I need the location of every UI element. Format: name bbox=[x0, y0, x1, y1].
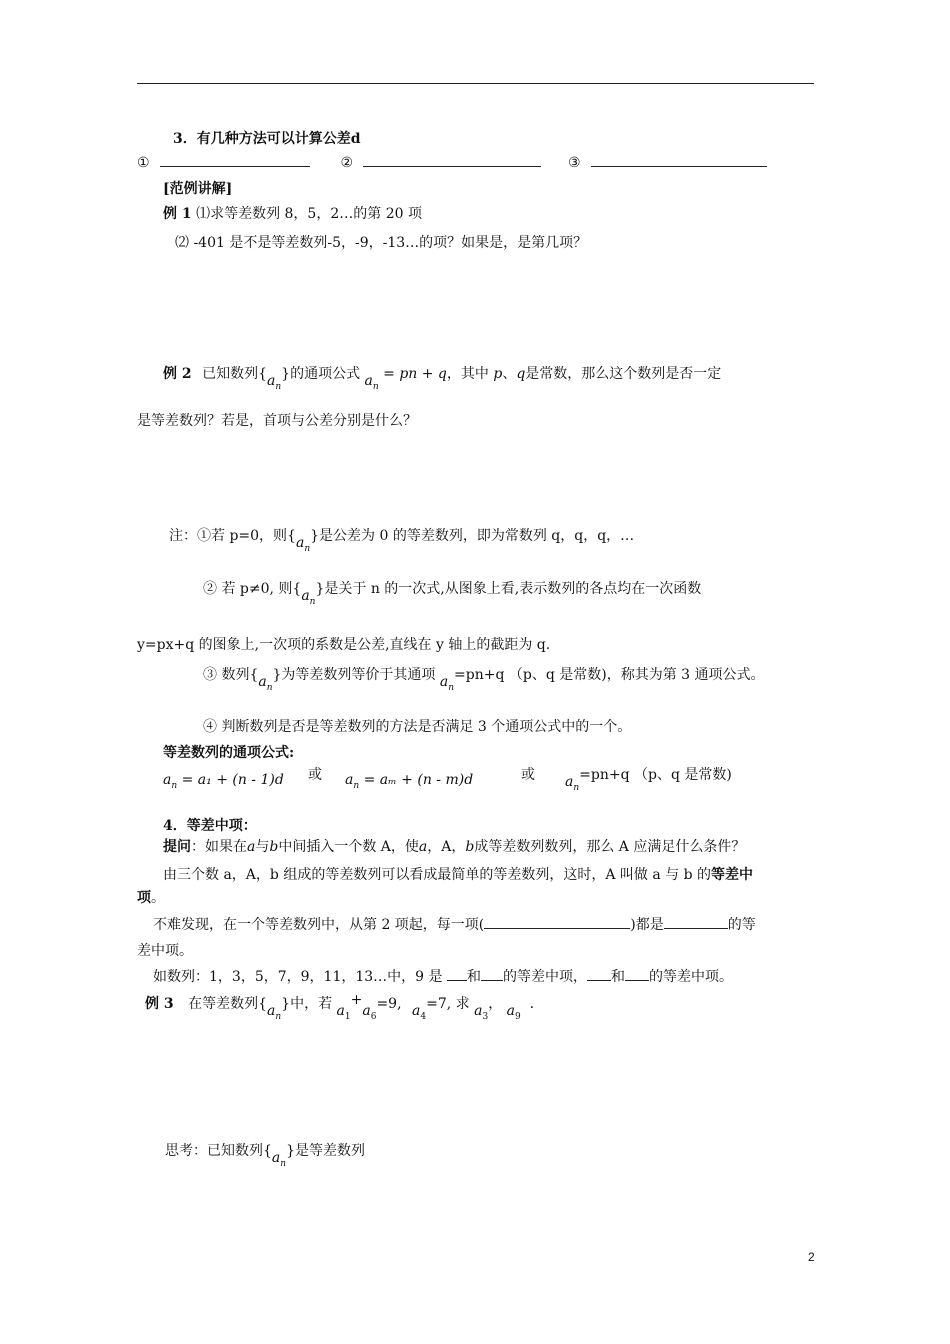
think-line: 思考：已知数列$\{a_n\}$是等差数列 bbox=[165, 1143, 365, 1169]
section3-title: 3．有几种方法可以计算公差d bbox=[173, 131, 361, 147]
header-rule bbox=[137, 83, 814, 84]
or-1: 或 bbox=[308, 767, 322, 783]
math-an: $a_n$ bbox=[364, 373, 379, 392]
mean-of-blank[interactable] bbox=[664, 916, 728, 929]
math-an: $a_n$ bbox=[295, 535, 311, 554]
every-term-line-cont: 差中项。 bbox=[137, 943, 193, 959]
example1-q1: 例 1 ⑴求等差数列 8，5，2…的第 20 项 bbox=[163, 206, 422, 222]
every-term-line: 不难发现，在一个等差数列中，从第 2 项起，每一项( )都是 的等 bbox=[153, 917, 756, 933]
formula-3: $a_n=pn+q$ （p、q 是常数) bbox=[565, 767, 732, 793]
math-an: $a_n$ bbox=[439, 674, 455, 693]
page-number: 2 bbox=[808, 1250, 815, 1264]
method-blank-3[interactable] bbox=[591, 154, 767, 167]
method-blank-2[interactable] bbox=[363, 154, 541, 167]
example2-line2: 是等差数列？若是，首项与公差分别是什么？ bbox=[137, 413, 417, 429]
blank-b[interactable] bbox=[481, 968, 503, 981]
note-2-cont: y=px+q 的图象上,一次项的系数是公差,直线在 y 轴上的截距为 q. bbox=[137, 637, 551, 653]
example-sequence-line: 如数列：1，3，5，7，9，11，13…中，9 是 和 的等差中项， 和 的等差中项。 bbox=[153, 969, 733, 985]
example1-q2: ⑵ -401 是不是等差数列-5，-9，-13…的项？如果是，是第几项？ bbox=[175, 235, 588, 251]
math-a4: $a_4$ bbox=[412, 1003, 427, 1022]
blank-d[interactable] bbox=[625, 968, 649, 981]
note-1: 注：①若 p=0，则$\{a_n\}$是公差为 0 的等差数列，即为常数列 q，q，q，… bbox=[169, 528, 635, 554]
formula-1: $a_n = a_1 + (n - 1)d$ bbox=[163, 772, 284, 791]
math-an: $a_n$ bbox=[301, 588, 316, 607]
note-4: ④ 判断数列是否是等差数列的方法是否满足 3 个通项公式中的一个。 bbox=[203, 719, 632, 735]
math-an: $a_n$ bbox=[267, 1003, 282, 1022]
math-an: $a_n$ bbox=[258, 674, 273, 693]
every-term-blank[interactable] bbox=[484, 916, 630, 929]
arith-mean-def: 由三个数 a，A，b 组成的等差数列可以看成最简单的等差数列，这时，A 叫做 a 与 b 的等差中 bbox=[163, 867, 753, 883]
or-2: 或 bbox=[521, 767, 535, 783]
blank-c[interactable] bbox=[587, 968, 611, 981]
section4-title: 4．等差中项： bbox=[163, 818, 257, 834]
math-an: $a_n$ bbox=[271, 1150, 287, 1169]
method-blanks: ① ② ③ bbox=[137, 154, 767, 171]
note-2: ② 若 p≠0, 则$\{a_n\}$是关于 n 的一次式,从图象上看,表示数列的各点均在一次函数 bbox=[203, 581, 702, 607]
math-a6: $a_6$ bbox=[362, 1003, 377, 1022]
math-a3: $a_3$ bbox=[474, 1003, 489, 1022]
math-a1: $a_1$ bbox=[336, 1003, 351, 1022]
example2-line1: 例 2 已知数列$\{a_n\}$的通项公式 $a_n$ = pn + q，其中 p、q是常数，那么这个数列是否一定 bbox=[163, 366, 722, 392]
fanli-heading: [范例讲解] bbox=[163, 181, 233, 197]
arith-mean-def-cont: 项。 bbox=[137, 890, 165, 906]
blank-a[interactable] bbox=[447, 968, 467, 981]
formula-2: $a_n = a_m + (n - m)d$ bbox=[345, 772, 474, 791]
method-blank-1[interactable] bbox=[160, 154, 310, 167]
tongxiang-title: 等差数列的通项公式: bbox=[163, 745, 295, 761]
example3: 例 3 在等差数列$\{a_n\}$中，若 $a_1+a_6=9$, $a_4=7$, 求 $a_3$， $a_9$ . bbox=[145, 992, 535, 1022]
math-an: $a_n$ bbox=[267, 373, 282, 392]
math-an: $a_n$ bbox=[565, 774, 580, 793]
math-a9: $a_9$ bbox=[506, 1003, 521, 1022]
formula-pn-q: = pn + q bbox=[383, 366, 447, 382]
note-3: ③ 数列$\{a_n\}$为等差数列等价于其通项 $a_n=pn+q$ （p、q 是常数)，称其为第 3 通项公式。 bbox=[203, 667, 765, 693]
tiwen: 提问：如果在a与b中间插入一个数 A，使a，A，b成等差数列数列，那么 A 应满足什么条件？ bbox=[163, 839, 746, 855]
